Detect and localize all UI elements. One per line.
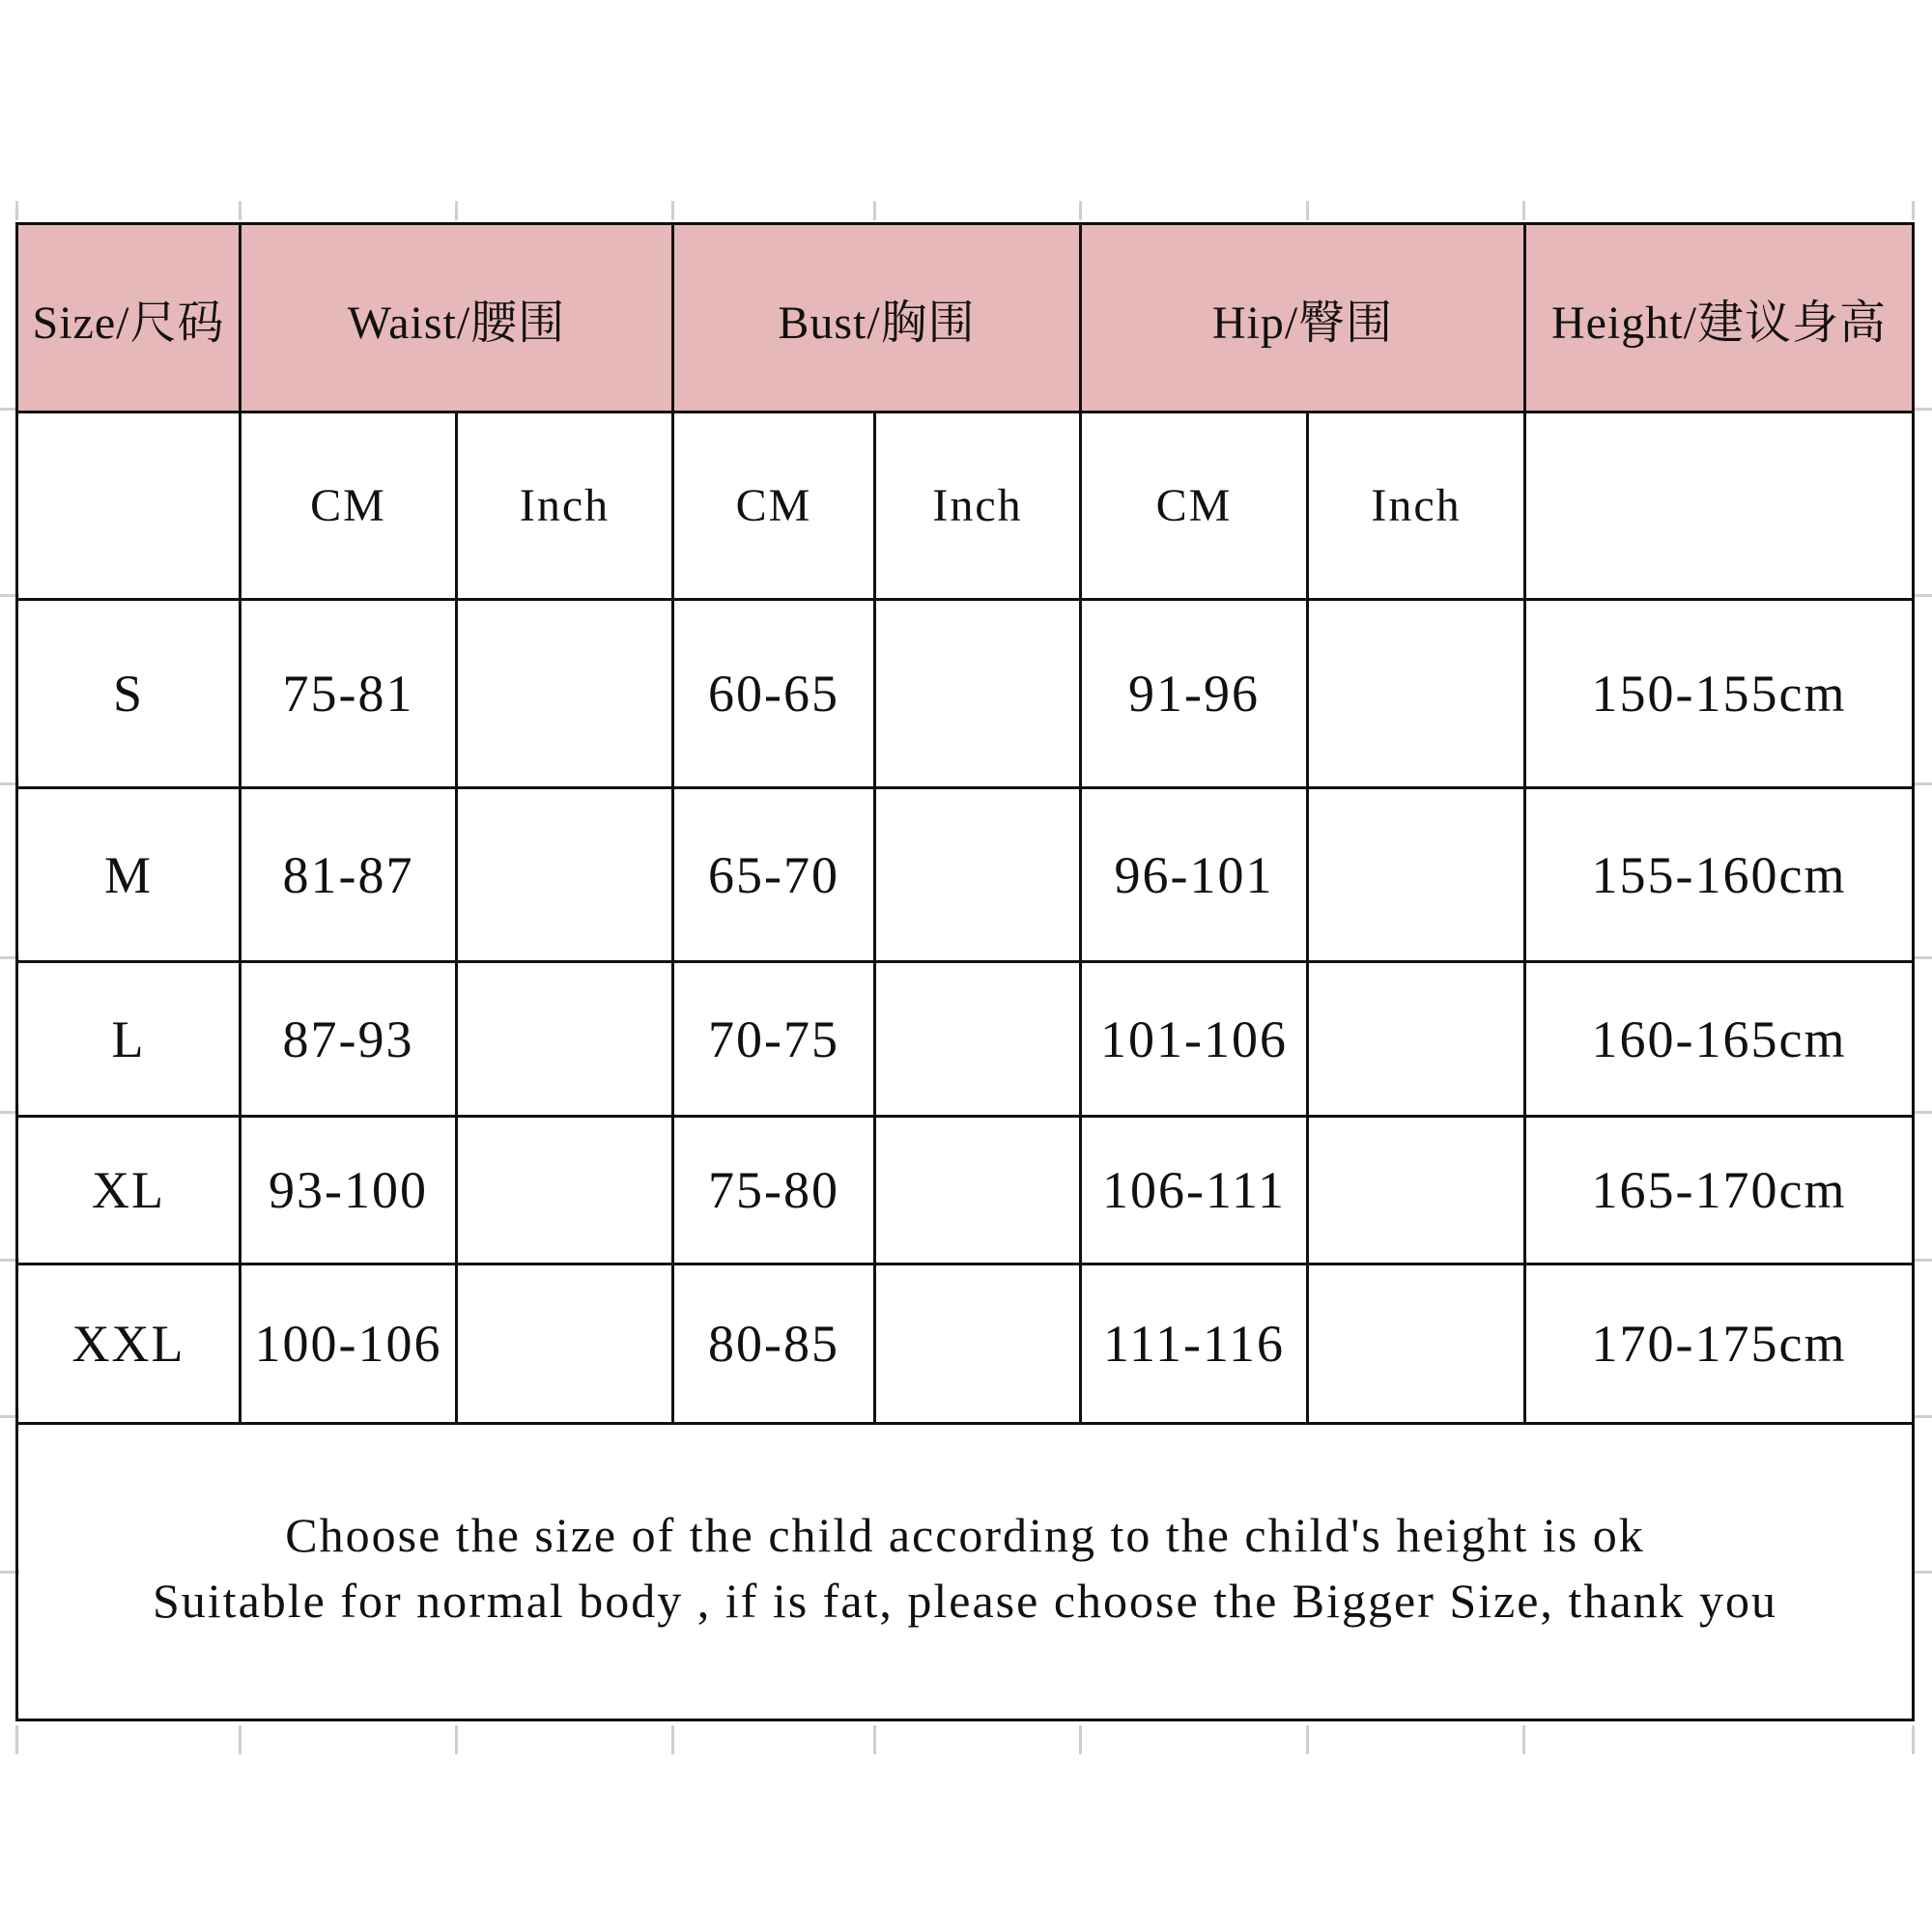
waist-cm-cell: 81-87	[242, 789, 458, 960]
hip-cm-cell: 111-116	[1082, 1265, 1309, 1422]
gridline-tick	[873, 1725, 876, 1754]
table-row	[18, 963, 1912, 1118]
size-chart-table	[15, 222, 1915, 1721]
unit-hip-cm: CM	[1082, 413, 1309, 598]
waist-cm-cell: 93-100	[242, 1118, 458, 1263]
gridline-tick	[1522, 1725, 1525, 1754]
hip-cm-cell: 96-101	[1082, 789, 1309, 960]
hip-inch-cell	[1309, 1118, 1526, 1263]
hip-cm-cell: 101-106	[1082, 963, 1309, 1115]
gridline-tick	[1915, 1571, 1932, 1574]
header-bust: Bust/胸围	[674, 225, 1082, 411]
size-cell: L	[18, 963, 242, 1115]
unit-bust-cm: CM	[674, 413, 876, 598]
gridline-tick	[1915, 956, 1932, 959]
unit-waist-inch: Inch	[458, 413, 674, 598]
bust-inch-cell	[876, 789, 1082, 960]
bust-inch-cell	[876, 1265, 1082, 1422]
gridline-tick	[1912, 1725, 1915, 1754]
hip-cm-cell: 106-111	[1082, 1118, 1309, 1263]
size-cell: XXL	[18, 1265, 242, 1422]
table-row	[18, 1265, 1912, 1425]
table-row	[18, 1118, 1912, 1265]
units-row	[18, 413, 1912, 601]
unit-bust-inch: Inch	[876, 413, 1082, 598]
height-cell: 165-170cm	[1591, 1161, 1847, 1219]
gridline-tick	[1306, 1725, 1309, 1754]
gridline-tick	[1079, 201, 1082, 220]
header-size: Size/尺码	[18, 225, 242, 411]
bust-cm-cell: 65-70	[674, 789, 876, 960]
note-line-1: Choose the size of the child according to the child's height is ok	[285, 1508, 1645, 1562]
hip-inch-cell	[1309, 1265, 1526, 1422]
gridline-tick	[1915, 1111, 1932, 1114]
gridline-tick	[1915, 408, 1932, 411]
units-size-blank	[18, 413, 242, 598]
gridline-tick	[455, 1725, 458, 1754]
gridline-tick	[1306, 201, 1309, 220]
waist-inch-cell	[458, 1118, 674, 1263]
gridline-tick	[1915, 594, 1932, 597]
gridline-tick	[239, 201, 242, 220]
bust-cm-cell: 75-80	[674, 1118, 876, 1263]
gridline-tick	[1915, 1415, 1932, 1418]
gridline-tick	[1915, 1259, 1932, 1262]
gridline-tick	[1079, 1725, 1082, 1754]
bust-inch-cell	[876, 963, 1082, 1115]
waist-cm-cell: 100-106	[242, 1265, 458, 1422]
gridline-tick	[15, 1725, 18, 1754]
waist-inch-cell	[458, 601, 674, 786]
units-height-blank	[1526, 413, 1912, 598]
height-cell: 170-175cm	[1591, 1315, 1847, 1373]
height-cell: 160-165cm	[1591, 1009, 1847, 1068]
size-note	[18, 1417, 1912, 1719]
height-cell: 155-160cm	[1591, 845, 1847, 904]
gridline-tick	[455, 201, 458, 220]
waist-inch-cell	[458, 1265, 674, 1422]
gridline-tick	[671, 1725, 674, 1754]
waist-cm-cell: 75-81	[242, 601, 458, 786]
header-height: Height/建议身高	[1551, 297, 1887, 349]
bust-inch-cell	[876, 601, 1082, 786]
bust-inch-cell	[876, 1118, 1082, 1263]
waist-cm-cell: 87-93	[242, 963, 458, 1115]
gridline-tick	[239, 1725, 242, 1754]
header-row	[18, 225, 1912, 413]
header-hip: Hip/臀围	[1082, 225, 1526, 411]
unit-waist-cm: CM	[242, 413, 458, 598]
size-cell: XL	[18, 1118, 242, 1263]
hip-inch-cell	[1309, 601, 1526, 786]
bust-cm-cell: 80-85	[674, 1265, 876, 1422]
note-line-2: Suitable for normal body , if is fat, please choose the Bigger Size, thank you	[152, 1574, 1778, 1628]
hip-inch-cell	[1309, 963, 1526, 1115]
gridline-tick	[1912, 201, 1915, 220]
hip-cm-cell: 91-96	[1082, 601, 1309, 786]
size-cell: S	[18, 601, 242, 786]
gridline-tick	[873, 201, 876, 220]
gridline-tick	[1522, 201, 1525, 220]
table-row	[18, 789, 1912, 963]
table-row	[18, 601, 1912, 789]
gridline-tick	[671, 201, 674, 220]
gridline-tick	[15, 201, 18, 220]
bust-cm-cell: 70-75	[674, 963, 876, 1115]
waist-inch-cell	[458, 963, 674, 1115]
size-cell: M	[18, 789, 242, 960]
unit-hip-inch: Inch	[1309, 413, 1526, 598]
hip-inch-cell	[1309, 789, 1526, 960]
header-waist: Waist/腰围	[242, 225, 674, 411]
height-cell: 150-155cm	[1591, 665, 1847, 723]
bust-cm-cell: 60-65	[674, 601, 876, 786]
waist-inch-cell	[458, 789, 674, 960]
gridline-tick	[1915, 782, 1932, 785]
